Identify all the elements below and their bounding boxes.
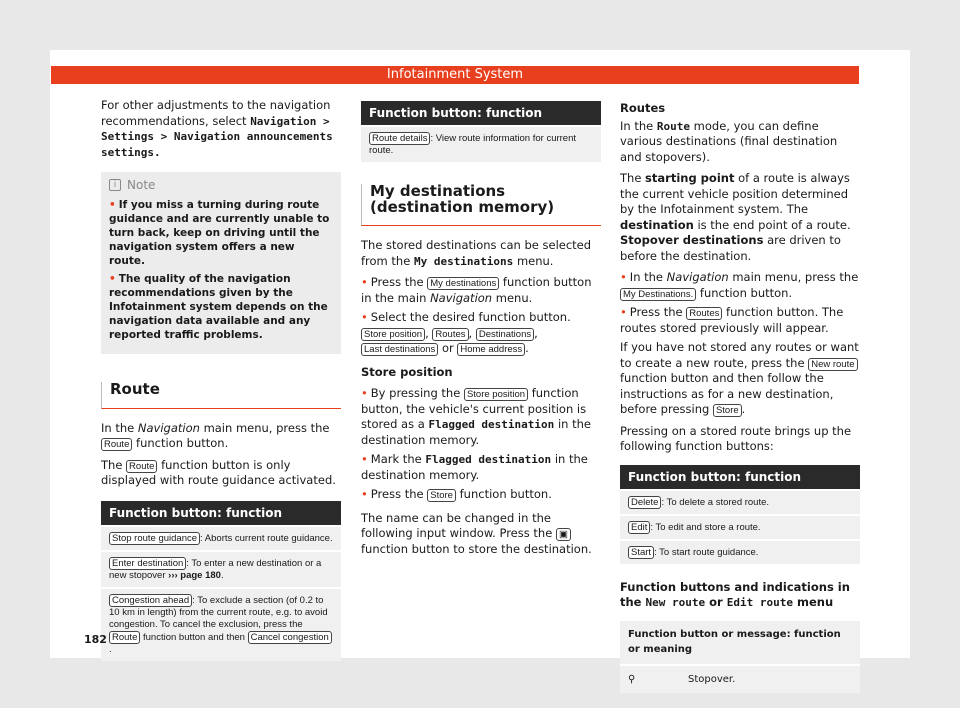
bullet-icon: •	[361, 487, 368, 501]
bullet-icon: •	[620, 270, 627, 284]
table-row: Stop route guidance : Aborts current route guidance.	[101, 525, 341, 550]
page-number: 182	[84, 633, 107, 646]
bullet-step: • Press the Store function button.	[361, 487, 552, 501]
route-section-title: Route	[101, 382, 341, 409]
store-button[interactable]: Store	[713, 404, 742, 417]
new-route-table	[620, 621, 860, 694]
column-2	[361, 101, 601, 563]
table-header: Function button: function	[101, 501, 341, 525]
table-row: ⚲ Stopover.	[620, 666, 860, 694]
intro-paragraph: For other adjustments to the navigation recommendations, select Navigation > Settings > Navigation announcements settings.	[101, 98, 333, 159]
congestion-ahead-button[interactable]: Congestion ahead	[109, 594, 192, 607]
bullet-step: • Press the Routes function button. The routes stored previously will appear.	[620, 305, 844, 335]
page-reference[interactable]: ››› page 180	[168, 569, 221, 581]
bullet-icon: •	[109, 199, 116, 211]
stored-route-table	[620, 465, 860, 564]
bullet-step: • In the Navigation main menu, press the My Destinations. function button.	[620, 270, 859, 300]
bullet-step: • Press the My destinations function button in the main Navigation menu.	[361, 275, 592, 305]
new-route-paragraph: If you have not stored any routes or want to create a new route, press the New route function button and then follow the instructions as for a new destination, before pressing Store .	[620, 340, 859, 416]
bullet-icon: •	[620, 305, 627, 319]
route-paragraph: In the Navigation main menu, press the Route function button.	[101, 420, 330, 450]
route-paragraph-2: The Route function button is only displayed with route guidance activated.	[101, 457, 336, 487]
store-button[interactable]: Store	[427, 489, 456, 502]
enter-destination-button[interactable]: Enter destination	[109, 557, 186, 570]
routes-heading: Routes	[620, 101, 666, 115]
routes-paragraph: In the Route mode, you can define various destinations (final destination and stopovers).	[620, 118, 838, 164]
my-destinations-button[interactable]: My destinations	[427, 277, 499, 290]
route-details-table	[361, 101, 601, 162]
bullet-icon: •	[361, 386, 368, 400]
note-item: • If you miss a turning during route guidance and are currently unable to turn back, keep on driving until the navigation system offers a new route.	[109, 199, 330, 267]
routes-button[interactable]: Routes	[686, 307, 722, 320]
stopover-pin-icon: ⚲	[628, 673, 636, 685]
page-header: Infotainment System	[51, 66, 859, 84]
settings-path: Navigation > Settings > Navigation announcements settings.	[101, 114, 333, 159]
stop-route-guidance-button[interactable]: Stop route guidance	[109, 532, 200, 545]
edit-button[interactable]: Edit	[628, 521, 650, 534]
column-1	[101, 98, 341, 661]
table-header: Function button or message: function or meaning	[620, 621, 860, 666]
stored-route-paragraph: Pressing on a stored route brings up the following function buttons:	[620, 423, 852, 453]
route-button[interactable]: Route	[126, 460, 157, 473]
table-row: Enter destination : To enter a new destination or a new stopover ››› page 180.	[101, 550, 341, 587]
delete-button[interactable]: Delete	[628, 496, 661, 509]
info-icon: i	[109, 179, 121, 191]
bullet-icon: •	[361, 310, 368, 324]
new-route-button[interactable]: New route	[808, 358, 857, 371]
table-row: Edit : To edit and store a route.	[620, 514, 860, 539]
my-destinations-button[interactable]: My Destinations.	[620, 288, 696, 301]
home-address-button[interactable]: Home address	[457, 343, 525, 356]
cancel-congestion-button[interactable]: Cancel congestion	[248, 631, 332, 644]
table-row: Delete : To delete a stored route.	[620, 489, 860, 514]
route-button[interactable]: Route	[109, 631, 140, 644]
route-details-button[interactable]: Route details	[369, 132, 430, 145]
start-button[interactable]: Start	[628, 546, 654, 559]
note-header: i Note	[109, 178, 333, 192]
store-position-heading: Store position	[361, 364, 453, 379]
table-row: Route details : View route information for current route.	[361, 125, 601, 162]
bullet-step: • Select the desired function button. Store position , Routes , Destinations , Last destinations or Home address .	[361, 310, 571, 355]
destinations-paragraph: The stored destinations can be selected from the My destinations menu.	[361, 238, 592, 268]
column-3	[620, 101, 860, 693]
table-row: Congestion ahead : To exclude a section (of 0.2 to 10 km in length) from the current route, e.g. to avoid congestion. To cancel the exclusion, press the Route function button and then Cancel congestion.	[101, 587, 341, 661]
note-box	[101, 172, 341, 354]
bullet-icon: •	[361, 452, 368, 466]
bullet-icon: •	[109, 273, 116, 285]
route-button[interactable]: Route	[101, 438, 132, 451]
rename-paragraph: The name can be changed in the following input window. Press the ▣ function button to store the destination.	[361, 510, 592, 556]
last-destinations-button[interactable]: Last destinations	[361, 343, 438, 356]
routes-button[interactable]: Routes	[432, 328, 468, 341]
destinations-button[interactable]: Destinations	[476, 328, 534, 341]
my-destinations-title: My destinations (destination memory)	[361, 184, 601, 226]
table-header: Function button: function	[620, 465, 860, 489]
bullet-step: • By pressing the Store position function button, the vehicle's current position is stored as a Flagged destination in the destination memory.	[361, 386, 591, 447]
store-position-button[interactable]: Store position	[361, 328, 425, 341]
new-route-menu-heading: Function buttons and indications in the New route or Edit route menu	[620, 579, 850, 609]
route-function-table	[101, 501, 341, 661]
bullet-icon: •	[361, 275, 368, 289]
save-icon[interactable]: ▣	[556, 528, 571, 541]
table-row: Start : To start route guidance.	[620, 539, 860, 564]
table-header: Function button: function	[361, 101, 601, 125]
store-position-button[interactable]: Store position	[464, 388, 528, 401]
bullet-step: • Mark the Flagged destination in the destination memory.	[361, 452, 588, 482]
starting-point-paragraph: The starting point of a route is always the current vehicle position determined by the Infotainment system. The destination is the end point of a route. Stopover destinations are driven to before the destination.	[620, 171, 851, 263]
note-item: • The quality of the navigation recommendations given by the Infotainment system depends on the navigation data available and any reported traffic problems.	[109, 273, 328, 341]
